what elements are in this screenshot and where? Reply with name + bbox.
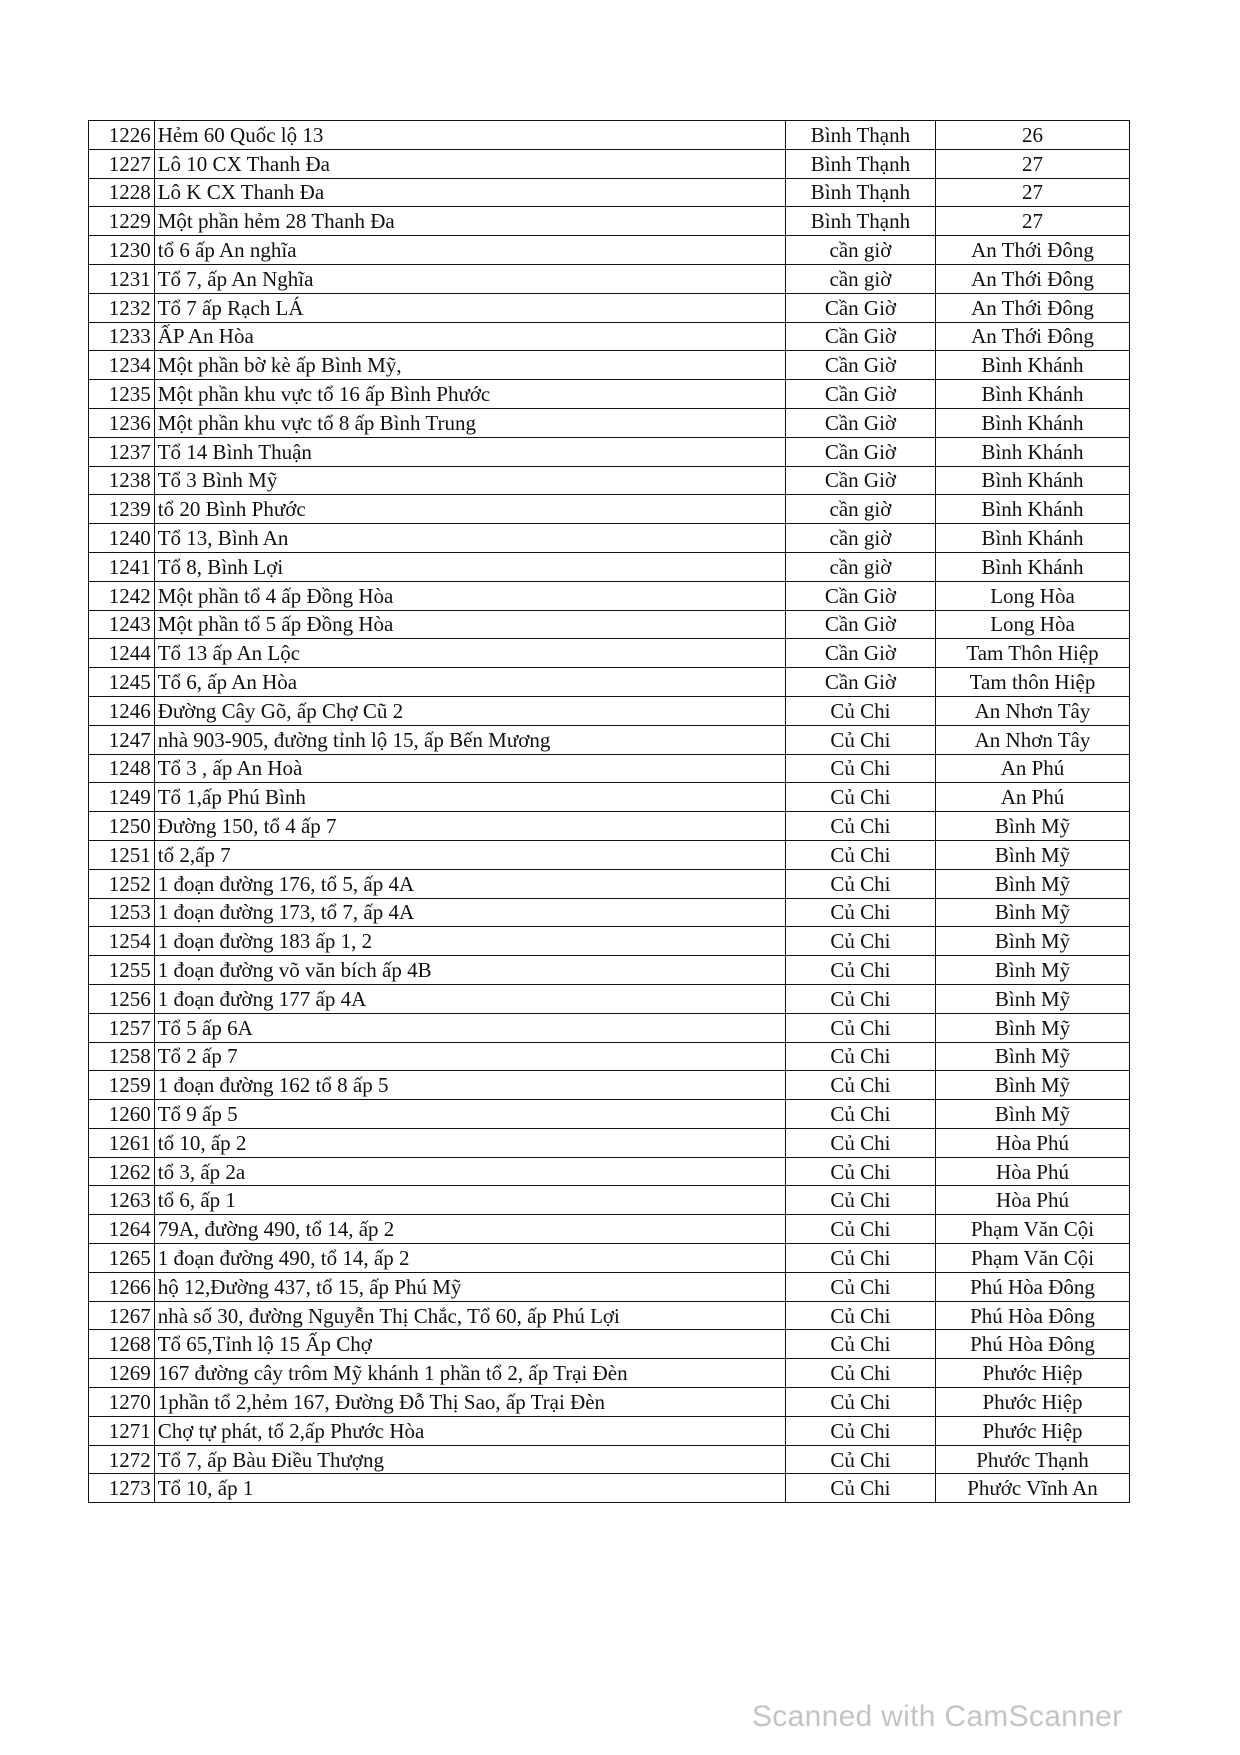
row-number-cell: 1232 bbox=[89, 293, 155, 322]
district-cell: Cần Giờ bbox=[785, 610, 935, 639]
table-row bbox=[89, 668, 1130, 697]
ward-cell: An Phú bbox=[936, 783, 1130, 812]
ward-cell: Hòa Phú bbox=[936, 1128, 1130, 1157]
ward-cell: Bình Mỹ bbox=[936, 1100, 1130, 1129]
ward-cell: An Phú bbox=[936, 754, 1130, 783]
table-row bbox=[89, 783, 1130, 812]
location-cell: Tổ 65,Tỉnh lộ 15 Ấp Chợ bbox=[154, 1330, 785, 1359]
table-row bbox=[89, 1359, 1130, 1388]
location-cell: 79A, đường 490, tổ 14, ấp 2 bbox=[154, 1215, 785, 1244]
row-number-cell: 1236 bbox=[89, 408, 155, 437]
table-row bbox=[89, 725, 1130, 754]
ward-cell: Phước Thạnh bbox=[936, 1445, 1130, 1474]
ward-cell: 27 bbox=[936, 207, 1130, 236]
table-row bbox=[89, 898, 1130, 927]
location-cell: tổ 3, ấp 2a bbox=[154, 1157, 785, 1186]
table-row bbox=[89, 639, 1130, 668]
row-number-cell: 1253 bbox=[89, 898, 155, 927]
table-row bbox=[89, 956, 1130, 985]
ward-cell: 26 bbox=[936, 121, 1130, 150]
table-row bbox=[89, 610, 1130, 639]
table-row bbox=[89, 524, 1130, 553]
district-cell: Củ Chi bbox=[785, 1244, 935, 1273]
table-row bbox=[89, 1416, 1130, 1445]
ward-cell: Hòa Phú bbox=[936, 1186, 1130, 1215]
ward-cell: Bình Khánh bbox=[936, 552, 1130, 581]
ward-cell: Bình Mỹ bbox=[936, 812, 1130, 841]
district-cell: Củ Chi bbox=[785, 1013, 935, 1042]
scanner-watermark: Scanned with CamScanner bbox=[752, 1700, 1123, 1733]
district-cell: Củ Chi bbox=[785, 898, 935, 927]
location-cell: 1 đoạn đường 490, tổ 14, ấp 2 bbox=[154, 1244, 785, 1273]
row-number-cell: 1266 bbox=[89, 1272, 155, 1301]
district-cell: cần giờ bbox=[785, 264, 935, 293]
district-cell: Củ Chi bbox=[785, 1388, 935, 1417]
district-cell: Củ Chi bbox=[785, 984, 935, 1013]
district-cell: Cần Giờ bbox=[785, 293, 935, 322]
row-number-cell: 1234 bbox=[89, 351, 155, 380]
district-cell: Bình Thạnh bbox=[785, 207, 935, 236]
ward-cell: Phước Hiệp bbox=[936, 1359, 1130, 1388]
ward-cell: Bình Mỹ bbox=[936, 927, 1130, 956]
district-cell: Cần Giờ bbox=[785, 380, 935, 409]
row-number-cell: 1246 bbox=[89, 696, 155, 725]
ward-cell: Bình Mỹ bbox=[936, 1071, 1130, 1100]
location-cell: Tổ 10, ấp 1 bbox=[154, 1474, 785, 1503]
location-cell: Hẻm 60 Quốc lộ 13 bbox=[154, 121, 785, 150]
table-row bbox=[89, 1445, 1130, 1474]
row-number-cell: 1238 bbox=[89, 466, 155, 495]
row-number-cell: 1244 bbox=[89, 639, 155, 668]
row-number-cell: 1267 bbox=[89, 1301, 155, 1330]
district-cell: Củ Chi bbox=[785, 1301, 935, 1330]
location-cell: Tổ 7 ấp Rạch LÁ bbox=[154, 293, 785, 322]
ward-cell: Bình Mỹ bbox=[936, 840, 1130, 869]
row-number-cell: 1272 bbox=[89, 1445, 155, 1474]
location-table bbox=[88, 120, 1130, 1503]
row-number-cell: 1247 bbox=[89, 725, 155, 754]
district-cell: cần giờ bbox=[785, 495, 935, 524]
district-cell: Củ Chi bbox=[785, 812, 935, 841]
table-row bbox=[89, 1100, 1130, 1129]
ward-cell: Phạm Văn Cội bbox=[936, 1244, 1130, 1273]
district-cell: Củ Chi bbox=[785, 783, 935, 812]
row-number-cell: 1235 bbox=[89, 380, 155, 409]
table-row bbox=[89, 1388, 1130, 1417]
table-row bbox=[89, 1272, 1130, 1301]
row-number-cell: 1250 bbox=[89, 812, 155, 841]
location-cell: tổ 20 Bình Phước bbox=[154, 495, 785, 524]
ward-cell: Bình Khánh bbox=[936, 495, 1130, 524]
row-number-cell: 1241 bbox=[89, 552, 155, 581]
row-number-cell: 1268 bbox=[89, 1330, 155, 1359]
district-cell: Củ Chi bbox=[785, 1272, 935, 1301]
table-row bbox=[89, 1474, 1130, 1503]
table-row bbox=[89, 207, 1130, 236]
table-row bbox=[89, 264, 1130, 293]
district-cell: Củ Chi bbox=[785, 1128, 935, 1157]
ward-cell: Phước Hiệp bbox=[936, 1388, 1130, 1417]
district-cell: Bình Thạnh bbox=[785, 121, 935, 150]
table-row bbox=[89, 121, 1130, 150]
district-cell: Cần Giờ bbox=[785, 668, 935, 697]
district-cell: Củ Chi bbox=[785, 956, 935, 985]
row-number-cell: 1254 bbox=[89, 927, 155, 956]
location-cell: Một phần hẻm 28 Thanh Đa bbox=[154, 207, 785, 236]
location-cell: Tổ 9 ấp 5 bbox=[154, 1100, 785, 1129]
location-cell: Tổ 13, Bình An bbox=[154, 524, 785, 553]
ward-cell: Bình Mỹ bbox=[936, 956, 1130, 985]
district-cell: Bình Thạnh bbox=[785, 178, 935, 207]
row-number-cell: 1273 bbox=[89, 1474, 155, 1503]
location-cell: tổ 6, ấp 1 bbox=[154, 1186, 785, 1215]
location-cell: Tổ 8, Bình Lợi bbox=[154, 552, 785, 581]
row-number-cell: 1248 bbox=[89, 754, 155, 783]
district-cell: Củ Chi bbox=[785, 1157, 935, 1186]
location-cell: ẤP An Hòa bbox=[154, 322, 785, 351]
table-row bbox=[89, 581, 1130, 610]
row-number-cell: 1255 bbox=[89, 956, 155, 985]
ward-cell: Bình Khánh bbox=[936, 380, 1130, 409]
ward-cell: Phước Vĩnh An bbox=[936, 1474, 1130, 1503]
district-cell: Củ Chi bbox=[785, 1186, 935, 1215]
row-number-cell: 1227 bbox=[89, 149, 155, 178]
ward-cell: Phước Hiệp bbox=[936, 1416, 1130, 1445]
location-cell: 1 đoạn đường 183 ấp 1, 2 bbox=[154, 927, 785, 956]
location-cell: Lô 10 CX Thanh Đa bbox=[154, 149, 785, 178]
table-row bbox=[89, 380, 1130, 409]
location-cell: nhà số 30, đường Nguyễn Thị Chắc, Tổ 60, ấp Phú Lợi bbox=[154, 1301, 785, 1330]
table-row bbox=[89, 178, 1130, 207]
district-cell: Củ Chi bbox=[785, 1474, 935, 1503]
location-cell: Đường 150, tổ 4 ấp 7 bbox=[154, 812, 785, 841]
table-row bbox=[89, 322, 1130, 351]
location-cell: Một phần tổ 5 ấp Đồng Hòa bbox=[154, 610, 785, 639]
table-row bbox=[89, 1330, 1130, 1359]
location-cell: Một phần khu vực tổ 8 ấp Bình Trung bbox=[154, 408, 785, 437]
location-cell: tổ 2,ấp 7 bbox=[154, 840, 785, 869]
location-cell: 1 đoạn đường 173, tổ 7, ấp 4A bbox=[154, 898, 785, 927]
location-cell: 1 đoạn đường võ văn bích ấp 4B bbox=[154, 956, 785, 985]
district-cell: Cần Giờ bbox=[785, 581, 935, 610]
ward-cell: Bình Mỹ bbox=[936, 1042, 1130, 1071]
ward-cell: Bình Mỹ bbox=[936, 898, 1130, 927]
table-row bbox=[89, 1157, 1130, 1186]
row-number-cell: 1243 bbox=[89, 610, 155, 639]
row-number-cell: 1258 bbox=[89, 1042, 155, 1071]
district-cell: cần giờ bbox=[785, 524, 935, 553]
ward-cell: Bình Mỹ bbox=[936, 1013, 1130, 1042]
ward-cell: Phạm Văn Cội bbox=[936, 1215, 1130, 1244]
table-row bbox=[89, 696, 1130, 725]
district-cell: Cần Giờ bbox=[785, 437, 935, 466]
table-row bbox=[89, 1071, 1130, 1100]
ward-cell: An Thới Đông bbox=[936, 293, 1130, 322]
ward-cell: Long Hòa bbox=[936, 610, 1130, 639]
table-row bbox=[89, 1215, 1130, 1244]
ward-cell: Phú Hòa Đông bbox=[936, 1330, 1130, 1359]
district-cell: Cần Giờ bbox=[785, 351, 935, 380]
row-number-cell: 1271 bbox=[89, 1416, 155, 1445]
ward-cell: Tam thôn Hiệp bbox=[936, 668, 1130, 697]
location-cell: Tổ 7, ấp Bàu Điều Thượng bbox=[154, 1445, 785, 1474]
row-number-cell: 1259 bbox=[89, 1071, 155, 1100]
row-number-cell: 1242 bbox=[89, 581, 155, 610]
district-cell: Củ Chi bbox=[785, 696, 935, 725]
table-row bbox=[89, 927, 1130, 956]
row-number-cell: 1261 bbox=[89, 1128, 155, 1157]
table-row bbox=[89, 293, 1130, 322]
table-row bbox=[89, 754, 1130, 783]
location-cell: 1 đoạn đường 176, tổ 5, ấp 4A bbox=[154, 869, 785, 898]
row-number-cell: 1229 bbox=[89, 207, 155, 236]
district-cell: Cần Giờ bbox=[785, 322, 935, 351]
ward-cell: 27 bbox=[936, 149, 1130, 178]
district-cell: Củ Chi bbox=[785, 1359, 935, 1388]
row-number-cell: 1249 bbox=[89, 783, 155, 812]
district-cell: Củ Chi bbox=[785, 1445, 935, 1474]
location-cell: Tổ 13 ấp An Lộc bbox=[154, 639, 785, 668]
row-number-cell: 1230 bbox=[89, 236, 155, 265]
table-row bbox=[89, 351, 1130, 380]
district-cell: Củ Chi bbox=[785, 1416, 935, 1445]
district-cell: Củ Chi bbox=[785, 725, 935, 754]
row-number-cell: 1233 bbox=[89, 322, 155, 351]
row-number-cell: 1251 bbox=[89, 840, 155, 869]
district-cell: cần giờ bbox=[785, 552, 935, 581]
ward-cell: Bình Khánh bbox=[936, 524, 1130, 553]
table-row bbox=[89, 437, 1130, 466]
table-row bbox=[89, 1042, 1130, 1071]
district-cell: Củ Chi bbox=[785, 927, 935, 956]
table-row bbox=[89, 408, 1130, 437]
table-row bbox=[89, 1186, 1130, 1215]
ward-cell: An Nhơn Tây bbox=[936, 696, 1130, 725]
ward-cell: Bình Khánh bbox=[936, 466, 1130, 495]
table-row bbox=[89, 812, 1130, 841]
location-cell: Tổ 3 Bình Mỹ bbox=[154, 466, 785, 495]
table-row bbox=[89, 149, 1130, 178]
district-cell: Củ Chi bbox=[785, 1215, 935, 1244]
location-cell: 1phần tổ 2,hẻm 167, Đường Đỗ Thị Sao, ấp Trại Đèn bbox=[154, 1388, 785, 1417]
ward-cell: An Thới Đông bbox=[936, 264, 1130, 293]
ward-cell: An Thới Đông bbox=[936, 322, 1130, 351]
table-row bbox=[89, 1301, 1130, 1330]
location-cell: 167 đường cây trôm Mỹ khánh 1 phần tổ 2, ấp Trại Đèn bbox=[154, 1359, 785, 1388]
location-cell: hộ 12,Đường 437, tổ 15, ấp Phú Mỹ bbox=[154, 1272, 785, 1301]
row-number-cell: 1256 bbox=[89, 984, 155, 1013]
row-number-cell: 1264 bbox=[89, 1215, 155, 1244]
row-number-cell: 1245 bbox=[89, 668, 155, 697]
ward-cell: Phú Hòa Đông bbox=[936, 1301, 1130, 1330]
ward-cell: Bình Khánh bbox=[936, 437, 1130, 466]
location-cell: 1 đoạn đường 177 ấp 4A bbox=[154, 984, 785, 1013]
table-row bbox=[89, 552, 1130, 581]
district-cell: Củ Chi bbox=[785, 1071, 935, 1100]
row-number-cell: 1270 bbox=[89, 1388, 155, 1417]
row-number-cell: 1228 bbox=[89, 178, 155, 207]
table-row bbox=[89, 466, 1130, 495]
row-number-cell: 1252 bbox=[89, 869, 155, 898]
district-cell: Củ Chi bbox=[785, 754, 935, 783]
ward-cell: Bình Mỹ bbox=[936, 869, 1130, 898]
row-number-cell: 1257 bbox=[89, 1013, 155, 1042]
location-cell: Một phần khu vực tổ 16 ấp Bình Phước bbox=[154, 380, 785, 409]
district-cell: Cần Giờ bbox=[785, 408, 935, 437]
location-cell: nhà 903-905, đường tỉnh lộ 15, ấp Bến Mương bbox=[154, 725, 785, 754]
ward-cell: Long Hòa bbox=[936, 581, 1130, 610]
location-cell: Chợ tự phát, tổ 2,ấp Phước Hòa bbox=[154, 1416, 785, 1445]
ward-cell: Phú Hòa Đông bbox=[936, 1272, 1130, 1301]
row-number-cell: 1262 bbox=[89, 1157, 155, 1186]
row-number-cell: 1263 bbox=[89, 1186, 155, 1215]
table-row bbox=[89, 1128, 1130, 1157]
row-number-cell: 1265 bbox=[89, 1244, 155, 1273]
district-cell: Củ Chi bbox=[785, 1330, 935, 1359]
row-number-cell: 1226 bbox=[89, 121, 155, 150]
location-cell: Tổ 7, ấp An Nghĩa bbox=[154, 264, 785, 293]
ward-cell: An Thới Đông bbox=[936, 236, 1130, 265]
location-cell: Tổ 1,ấp Phú Bình bbox=[154, 783, 785, 812]
district-cell: Củ Chi bbox=[785, 840, 935, 869]
ward-cell: Bình Mỹ bbox=[936, 984, 1130, 1013]
table-row bbox=[89, 840, 1130, 869]
ward-cell: Tam Thôn Hiệp bbox=[936, 639, 1130, 668]
ward-cell: Hòa Phú bbox=[936, 1157, 1130, 1186]
document-table-container bbox=[88, 120, 1130, 1503]
table-row bbox=[89, 1244, 1130, 1273]
row-number-cell: 1231 bbox=[89, 264, 155, 293]
location-cell: Tổ 14 Bình Thuận bbox=[154, 437, 785, 466]
location-cell: Đường Cây Gõ, ấp Chợ Cũ 2 bbox=[154, 696, 785, 725]
table-row bbox=[89, 869, 1130, 898]
location-cell: Tổ 6, ấp An Hòa bbox=[154, 668, 785, 697]
table-body bbox=[89, 121, 1130, 1503]
table-row bbox=[89, 984, 1130, 1013]
row-number-cell: 1269 bbox=[89, 1359, 155, 1388]
row-number-cell: 1240 bbox=[89, 524, 155, 553]
ward-cell: An Nhơn Tây bbox=[936, 725, 1130, 754]
location-cell: Một phần bờ kè ấp Bình Mỹ, bbox=[154, 351, 785, 380]
location-cell: tổ 10, ấp 2 bbox=[154, 1128, 785, 1157]
ward-cell: 27 bbox=[936, 178, 1130, 207]
district-cell: cần giờ bbox=[785, 236, 935, 265]
district-cell: Cần Giờ bbox=[785, 639, 935, 668]
district-cell: Củ Chi bbox=[785, 869, 935, 898]
row-number-cell: 1237 bbox=[89, 437, 155, 466]
location-cell: Tổ 2 ấp 7 bbox=[154, 1042, 785, 1071]
table-row bbox=[89, 495, 1130, 524]
district-cell: Cần Giờ bbox=[785, 466, 935, 495]
ward-cell: Bình Khánh bbox=[936, 408, 1130, 437]
location-cell: Lô K CX Thanh Đa bbox=[154, 178, 785, 207]
location-cell: Tổ 3 , ấp An Hoà bbox=[154, 754, 785, 783]
location-cell: Tổ 5 ấp 6A bbox=[154, 1013, 785, 1042]
location-cell: Một phần tổ 4 ấp Đồng Hòa bbox=[154, 581, 785, 610]
table-row bbox=[89, 236, 1130, 265]
district-cell: Củ Chi bbox=[785, 1042, 935, 1071]
location-cell: tổ 6 ấp An nghĩa bbox=[154, 236, 785, 265]
row-number-cell: 1239 bbox=[89, 495, 155, 524]
ward-cell: Bình Khánh bbox=[936, 351, 1130, 380]
district-cell: Củ Chi bbox=[785, 1100, 935, 1129]
row-number-cell: 1260 bbox=[89, 1100, 155, 1129]
district-cell: Bình Thạnh bbox=[785, 149, 935, 178]
table-row bbox=[89, 1013, 1130, 1042]
location-cell: 1 đoạn đường 162 tổ 8 ấp 5 bbox=[154, 1071, 785, 1100]
